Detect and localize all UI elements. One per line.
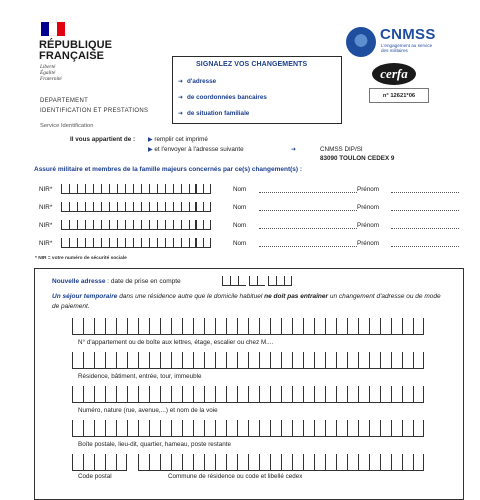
nir-input-3[interactable] [61,220,197,231]
nir-input-2[interactable] [61,202,197,213]
address-line-2-caption: Résidence, bâtiment, entrée, tour, immeuble [78,373,202,380]
service-label: Service Identification [40,123,94,129]
instructions-intro: Il vous appartient de : [70,136,136,143]
department-label: DEPARTEMENT [40,98,89,104]
insured-section-title: Assuré militaire et membres de la famille majeurs concernés par ce(s) changement(s) : [34,166,303,173]
identification-label: IDENTIFICATION ET PRESTATIONS [40,108,149,114]
nir-row-1 [39,184,459,196]
motto-fraternite: Fraternité [40,76,62,82]
postal-code-input[interactable] [72,454,127,472]
new-address-title: Nouvelle adresse [52,278,106,285]
motto-egalite: Égalité [40,70,56,76]
nir-row-4 [39,238,459,250]
address-line-3-caption: Numéro, nature (rue, avenue,...) et nom de la voie [78,407,218,414]
name-input-4[interactable] [259,246,357,247]
form-number: n° 12621*06 [369,88,429,103]
triangle-right-icon: ▶ [148,147,153,153]
nir-key-input-2[interactable] [195,202,211,213]
republique-line2: FRANÇAISE [39,50,105,62]
notice-item-family [178,110,249,117]
postal-code-caption: Code postal [78,473,112,480]
arrow-right-icon: ➜ [178,79,184,85]
firstname-label: Prénom [357,222,380,229]
address-line-4-input[interactable] [72,420,424,438]
address-line-2: 83090 TOULON CEDEX 9 [320,155,395,162]
firstname-label: Prénom [357,186,380,193]
city-caption: Commune de résidence ou code et libellé cedex [168,473,303,480]
send-arrow-icon: ➜ [291,147,297,153]
name-input-2[interactable] [259,210,357,211]
firstname-input-4[interactable] [391,246,459,247]
name-label: Nom [233,186,247,193]
republique-line1: RÉPUBLIQUE [39,39,113,51]
nir-label: NIR* [39,186,53,193]
name-label: Nom [233,204,247,211]
name-input-1[interactable] [259,192,357,193]
notice-item-label: de coordonnées bancaires [187,94,267,101]
nir-row-2 [39,202,459,214]
firstname-label: Prénom [357,240,380,247]
address-line-2-input[interactable] [72,352,424,370]
address-line-1-caption: N° d'appartement ou de boîte aux lettres, étage, escalier ou chez M.... [78,339,274,346]
notice-item-label: d'adresse [187,78,217,85]
firstname-input-3[interactable] [391,228,459,229]
effective-date-input[interactable] [222,276,292,287]
new-address-header [52,278,181,285]
temporary-stay-notice: Un séjour temporaire dans une résidence autre que le domicile habituel ne doit pas entraîner un changement d'adresse ou de mode de paiement. [52,293,441,310]
cerfa-logo: cerfa [372,63,416,85]
name-input-3[interactable] [259,228,357,229]
date-label: : date de prise en compte [107,278,181,285]
nir-key-input-1[interactable] [195,184,211,195]
nir-key-input-3[interactable] [195,220,211,231]
address-line-1: CNMSS DIP/SI [320,146,363,153]
arrow-right-icon: ➜ [178,95,184,101]
nir-label: NIR* [39,222,53,229]
firstname-label: Prénom [357,204,380,211]
cnmss-name: CNMSS [380,26,436,43]
cnmss-tagline-2: des militaires [381,48,408,53]
nir-input-1[interactable] [61,184,197,195]
firstname-input-2[interactable] [391,210,459,211]
nir-footnote: * NIR = votre numéro de sécurité sociale [35,256,127,261]
address-line-3-input[interactable] [72,386,424,404]
notice-title: SIGNALEZ VOS CHANGEMENTS [196,61,308,68]
cnmss-emblem-icon [346,27,376,57]
instruction-step-2: ▶ et l'envoyer à l'adresse suivante [148,146,244,153]
triangle-right-icon: ▶ [148,137,153,143]
firstname-input-1[interactable] [391,192,459,193]
instruction-step-1: ▶ remplir cet imprimé [148,136,208,143]
address-line-1-input[interactable] [72,318,424,336]
nir-key-input-4[interactable] [195,238,211,249]
city-input[interactable] [138,454,424,472]
name-label: Nom [233,222,247,229]
notice-item-label: de situation familiale [187,110,250,117]
nir-row-3 [39,220,459,232]
nir-label: NIR* [39,240,53,247]
nir-label: NIR* [39,204,53,211]
french-flag [41,22,65,36]
cnmss-tagline-1: L'engagement au service [381,43,433,48]
arrow-right-icon: ➜ [178,111,184,117]
nir-input-4[interactable] [61,238,197,249]
motto-liberte: Liberté [40,64,56,70]
address-line-4-caption: Boîte postale, lieu-dit, quartier, hameau, poste restante [78,441,231,448]
notice-item-bank [178,94,267,101]
name-label: Nom [233,240,247,247]
notice-item-address [178,78,216,85]
